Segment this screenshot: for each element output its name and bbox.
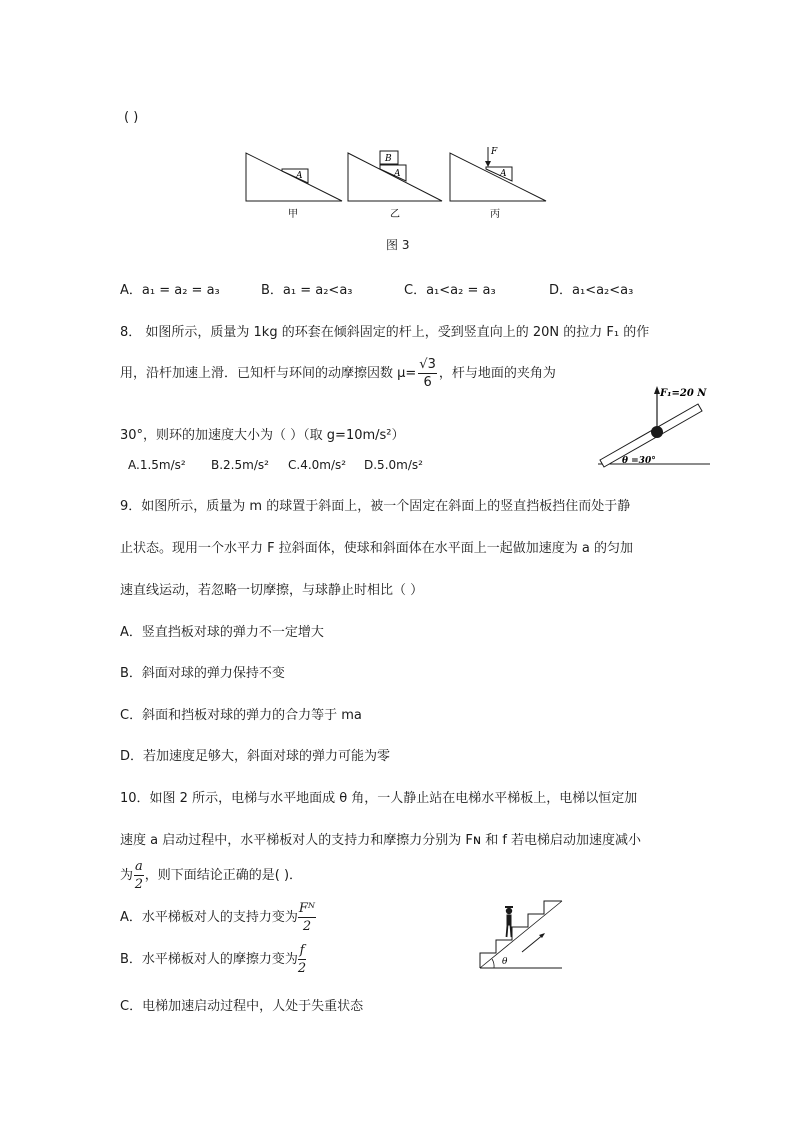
q10-fn-fraction [298, 902, 316, 933]
q8-option-a: A.1.5m/s² [128, 458, 186, 472]
q10-f-num: f [299, 943, 305, 958]
angle-theta-label: θ [502, 957, 508, 967]
q10-fn-den: 2 [302, 919, 312, 934]
q7-option-a: A．a₁ = a₂ = a₃ [120, 283, 220, 298]
q10-fn-num: Fᴺ [298, 901, 316, 916]
angle-theta-label: θ =30° [622, 456, 656, 466]
q9-option-c: C．斜面和挡板对球的弹力的合力等于 ma [120, 708, 362, 723]
q8-option-b: B.2.5m/s² [211, 458, 269, 472]
q10-line3-post: ，则下面结论正确的是( )． [144, 868, 303, 883]
block-a-label: A [500, 169, 507, 179]
incline-jia [246, 153, 342, 201]
q8-option-c: C.4.0m/s² [288, 458, 347, 472]
q9-line1: 9．如图所示，质量为 m 的球置于斜面上，被一个固定在斜面上的竖直挡板挡住而处于静 [120, 499, 631, 514]
figure-caption: 图 3 [386, 238, 410, 252]
q8-mu-fraction: $\frac{√3}{6}$ [419, 357, 436, 390]
q10-line2: 速度 a 启动过程中，水平梯板对人的支持力和摩擦力分别为 Fɴ 和 f 若电梯启动加速度减小 [120, 833, 642, 848]
q8-ring-rod-figure [594, 380, 714, 470]
q10-f-fraction [298, 944, 306, 975]
force-f1-label: F₁=20 N [660, 388, 707, 399]
q10-line3-pre: 为 [120, 868, 134, 883]
q10-option-b-text: B．水平梯板对人的摩擦力变为 [120, 952, 298, 967]
fig-label-jia: 甲 [288, 209, 298, 220]
q8-line2-post: ，杆与地面的夹角为 [438, 366, 556, 381]
q9-option-d: D．若加速度足够大，斜面对球的弹力可能为零 [120, 749, 391, 764]
q10-frac-num: a [135, 859, 143, 874]
q10-line3 [120, 860, 302, 891]
q7-option-d: D．a₁<a₂<a₃ [549, 283, 634, 298]
fig-label-bing: 丙 [490, 209, 500, 220]
q10-escalator-figure [478, 898, 564, 972]
q10-line1: 10．如图 2 所示，电梯与水平地面成 θ 角，一人静止站在电梯水平梯板上，电梯以恒定加 [120, 791, 638, 806]
figure-3-inclines [240, 145, 560, 225]
q8-frac-den: 6 [423, 375, 432, 390]
q9-line3: 速直线运动，若忽略一切摩擦，与球静止时相比（ ） [120, 583, 424, 598]
q10-option-b [120, 944, 306, 975]
q10-option-a-text: A．水平梯板对人的支持力变为 [120, 910, 298, 925]
incline-yi [348, 151, 442, 201]
q9-option-b: B．斜面对球的弹力保持不变 [120, 666, 285, 681]
q10-option-c: C．电梯加速启动过程中，人处于失重状态 [120, 999, 364, 1014]
q8-line1: 8． 如图所示，质量为 1kg 的环套在倾斜固定的杆上，受到竖直向上的 20N 的拉力 F₁ 的作 [120, 325, 650, 340]
q8-line2-pre: 用，沿杆加速上滑．已知杆与环间的动摩擦因数 μ= [120, 366, 417, 381]
block-a-label: A [296, 171, 303, 181]
q10-frac-den: 2 [134, 877, 144, 892]
q9-line2: 止状态。现用一个水平力 F 拉斜面体，使球和斜面体在水平面上一起做加速度为 a 的匀加 [120, 541, 633, 556]
q9-option-a: A．竖直挡板对球的弹力不一定增大 [120, 625, 324, 640]
q10-option-a [120, 902, 316, 933]
q8-frac-num: 3 [427, 357, 436, 372]
block-a-label: A [394, 169, 401, 179]
fig-label-yi: 乙 [390, 209, 400, 220]
block-b-label: B [385, 154, 392, 164]
answer-parenthesis: ( ) [124, 110, 139, 125]
q7-option-b: B．a₁ = a₂<a₃ [261, 283, 353, 298]
incline-bing [450, 147, 546, 201]
q10-f-den: 2 [297, 961, 307, 976]
q7-option-c: C．a₁<a₂ = a₃ [404, 283, 496, 298]
q10-a-fraction [134, 860, 144, 891]
force-f-label: F [491, 147, 498, 157]
q8-line2 [120, 358, 556, 389]
person-icon [505, 906, 513, 937]
q8-option-d: D.5.0m/s² [364, 458, 423, 472]
q8-line3: 30°，则环的加速度大小为（ ）（取 g=10m/s²） [120, 428, 405, 443]
